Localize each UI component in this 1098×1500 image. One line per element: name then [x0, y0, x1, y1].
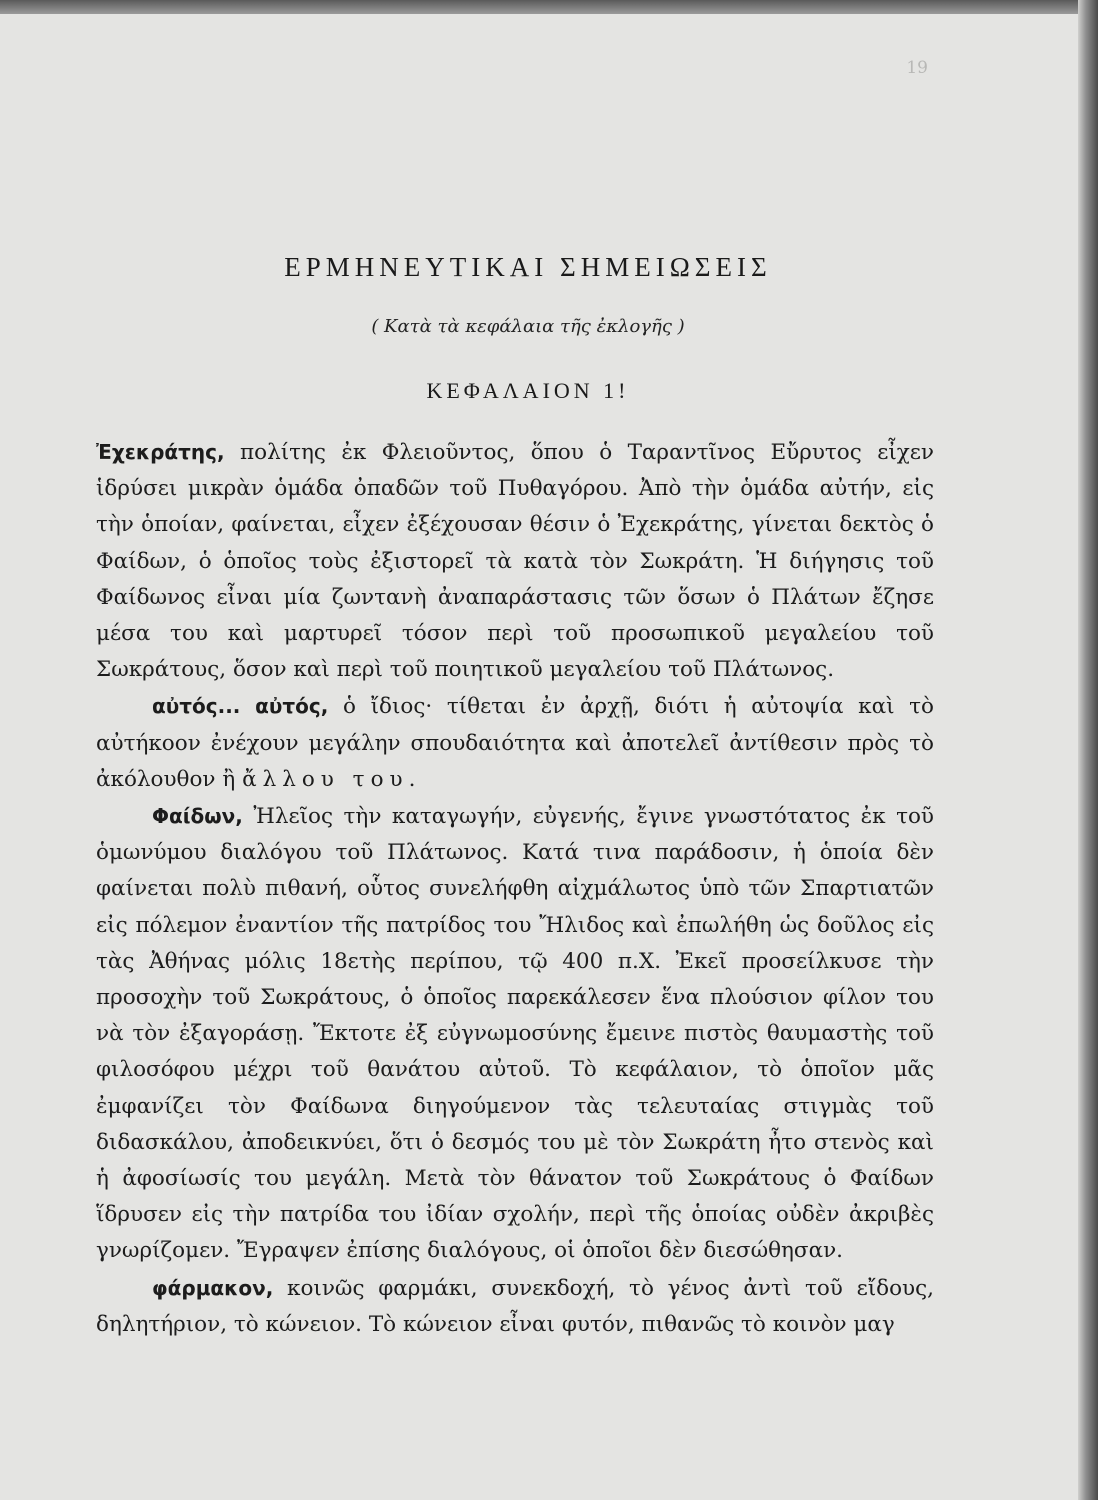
- note-text: Ἠλεῖος τὴν καταγωγήν, εὐγενής, ἔγινε γνωστότατος ἐκ τοῦ ὁμωνύμου διαλόγου τοῦ Πλάτωνος. Κατά τινα παράδοσιν, ἡ ὁποία δὲν φαίνεται πολὺ πιθανή, οὗτος συνελήφθη αἰχμάλωτος ὑπὸ τῶν Σπαρτιατῶν εἰς πόλεμον ἐναντίον τῆς πατρίδος του Ἤλιδος καὶ ἐπωλήθη ὡς δοῦλος εἰς τὰς Ἀθήνας μόλις 18ετὴς περίπου, τῷ 400 π.Χ. Ἐκεῖ προσείλκυσε τὴν προσοχὴν τοῦ Σωκράτους, ὁ ὁποῖος παρεκάλεσεν ἕνα πλούσιον φίλον του νὰ τὸν ἐξαγοράσῃ. Ἔκτοτε ἐξ εὐγνωμοσύνης ἔμεινε πιστὸς θαυμαστὴς τοῦ φιλοσόφου μέχρι τοῦ θανάτου αὐτοῦ. Τὸ κεφάλαιον, τὸ ὁποῖον μᾶς ἐμφανίζει τὸν Φαίδωνα διηγούμενον τὰς τελευταίας στιγμὰς τοῦ διδασκάλου, ἀποδεικνύει, ὅτι ὁ δεσμός του μὲ τὸν Σωκράτη ἦτο στενὸς καὶ ἡ ἀφοσίωσίς του μεγάλη. Μετὰ τὸν θάνατον τοῦ Σωκράτους ὁ Φαίδων ἵδρυσεν εἰς τὴν πατρίδα του ἰδίαν σχολήν, περὶ τῆς ὁποίας οὐδὲν ἀκριβὲς γνωρίζομεν. Ἔγραψεν ἐπίσης διαλόγους, οἱ ὁποῖοι δὲν διεσώθησαν.: [96, 804, 934, 1264]
- page-top-edge: [0, 0, 1098, 14]
- note-term: φάρμακον,: [152, 1275, 274, 1300]
- note-term: αὐτός... αὐτός,: [152, 694, 329, 719]
- note-paragraph: [96, 434, 934, 688]
- note-text: ὁ ἴδιος· τίθεται ἐν ἀρχῇ, διότι ἡ αὐτοψία καὶ τὸ αὐτήκοον ἐνέχουν μεγάλην σπουδαιότητα καὶ ἀποτελεῖ ἀντίθεσιν πρὸς τὸ ἀκόλουθον ἢ: [96, 694, 934, 792]
- note-text: πολίτης ἐκ Φλειοῦντος, ὅπου ὁ Ταραντῖνος Εὔρυτος εἶχεν ἱδρύσει μικρὰν ὁμάδα ὀπαδῶν τοῦ Πυθαγόρου. Ἀπὸ τὴν ὁμάδα αὐτήν, εἰς τὴν ὁποίαν, φαίνεται, εἶχεν ἐξέχουσαν θέσιν ὁ Ἐχεκράτης, γίνεται δεκτὸς ὁ Φαίδων, ὁ ὁποῖος τοὺς ἐξιστορεῖ τὰ κατὰ τὸν Σωκράτη. Ἡ διήγησις τοῦ Φαίδωνος εἶναι μία ζωντανὴ ἀναπαράστασις τῶν ὅσων ὁ Πλάτων ἔζησε μέσα του καὶ μαρτυρεῖ τόσον περὶ τοῦ προσωπικοῦ μεγαλείου τοῦ Σωκράτους, ὅσον καὶ περὶ τοῦ ποιητικοῦ μεγαλείου τοῦ Πλάτωνος.: [96, 440, 934, 683]
- note-term: Φαίδων,: [152, 804, 243, 829]
- page-subtitle: ( Κατὰ τὰ κεφάλαια τῆς ἐκλογῆς ): [371, 316, 685, 337]
- page-right-edge: [1078, 0, 1098, 1500]
- note-spaced-text: ἄλλου του.: [242, 766, 422, 792]
- note-text: κοινῶς φαρμάκι, συνεκδοχή, τὸ γένος ἀντὶ τοῦ εἴδους, δηλητήριον, τὸ κώνειον. Τὸ κώνειον εἶναι φυτόν, πιθανῶς τὸ κοινὸν μαγ: [96, 1275, 934, 1337]
- chapter-heading: ΚΕΦΑΛΑΙΟΝ 1!: [426, 378, 630, 403]
- note-paragraph: [96, 798, 934, 1270]
- notes-body: [96, 434, 934, 1343]
- note-paragraph: [96, 1270, 934, 1343]
- page-title: ΕΡΜΗΝΕΥΤΙΚΑΙ ΣΗΜΕΙΩΣΕΙΣ: [284, 252, 772, 282]
- note-paragraph: [96, 688, 934, 798]
- page-number: 19: [906, 58, 928, 78]
- note-term: Ἐχεκράτης,: [96, 440, 225, 464]
- scanned-page: [0, 14, 1078, 1500]
